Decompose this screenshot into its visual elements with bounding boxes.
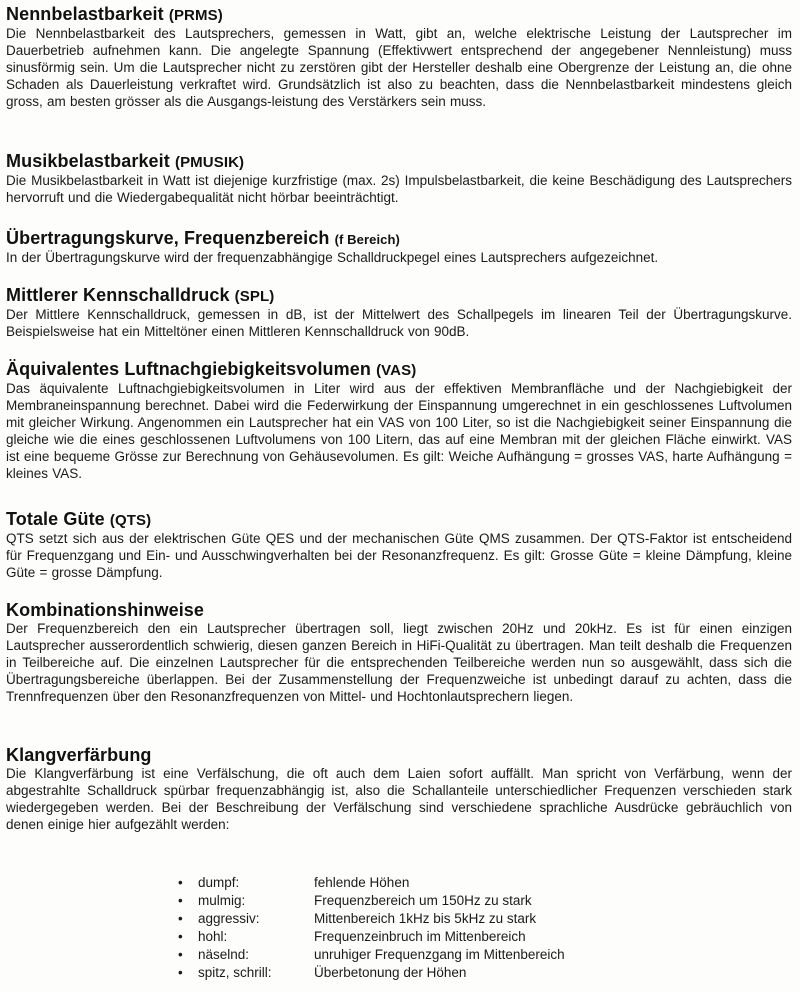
bullet-icon: •: [178, 893, 183, 908]
section-heading: Mittlerer Kennschalldruck (SPL): [6, 285, 275, 305]
list-description: unruhiger Frequenzgang im Mittenbereich: [314, 947, 565, 962]
list-term: dumpf:: [198, 875, 240, 890]
list-item: [178, 874, 678, 892]
section-paragraph: In der Übertragungskurve wird der frequenzabhängige Schalldruckpegel eines Lautsprechers aufgezeichnet.: [6, 250, 659, 265]
list-item: [178, 928, 678, 946]
list-term: mulmig:: [198, 893, 246, 908]
section-luftnachgiebigkeitsvolumen: [6, 360, 792, 482]
section-klangverfaerbung: [6, 746, 792, 833]
section-heading: Totale Güte (QTS): [6, 509, 152, 529]
section-heading: Musikbelastbarkeit (PMUSIK): [6, 151, 245, 171]
section-paragraph: QTS setzt sich aus der elektrischen Güte QES und der mechanischen Güte QMS zusammen. Der QTS-Faktor ist entscheidend für Frequenzgang und Ein- und Ausschwingverhalten bei der Resonanzfrequenz. Es gilt: Grosse Güte = kleine Dämpfung, kleine Güte = grosse Dämpfung.: [6, 531, 792, 580]
list-description: Frequenzbereich um 150Hz zu stark: [314, 893, 532, 908]
section-paragraph: Die Klangverfärbung ist eine Verfälschung, die oft auch dem Laien sofort auffällt. Man spricht von Verfärbung, wenn der abgestrahlte Schalldruck spürbar frequenzabhängig ist, also die Schallanteile unterschiedlicher Frequenzen verschieden stark wiedergegeben werden. Bei der Beschreibung der Verfälschung sind verschiedene sprachliche Ausdrücke gebräuchlich von denen einige hier aufgezählt werden:: [6, 766, 792, 832]
list-item: [178, 892, 678, 910]
klangverfaerbung-list: [178, 874, 678, 982]
list-item: [178, 964, 678, 982]
section-totale-guete: [6, 510, 792, 581]
section-musikbelastbarkeit: [6, 152, 792, 206]
section-heading: Kombinationshinweise: [6, 600, 205, 620]
bullet-icon: •: [178, 911, 183, 926]
bullet-icon: •: [178, 929, 183, 944]
bullet-icon: •: [178, 875, 183, 890]
bullet-icon: •: [178, 947, 183, 962]
list-term: näselnd:: [198, 947, 250, 962]
list-term: spitz, schrill:: [198, 965, 272, 980]
list-description: Mittenbereich 1kHz bis 5kHz zu stark: [314, 911, 537, 926]
list-item: [178, 910, 678, 928]
list-description: Überbetonung der Höhen: [314, 965, 467, 980]
section-kennschalldruck: [6, 286, 792, 340]
list-item: [178, 946, 678, 964]
section-nennbelastbarkeit: [6, 5, 792, 110]
list-description: fehlende Höhen: [314, 875, 410, 890]
section-uebertragungskurve: [6, 229, 792, 266]
section-paragraph: Der Mittlere Kennschalldruck, gemessen in dB, ist der Mittelwert des Schallpegels im linearen Teil der Übertragungskurve. Beispielsweise hat ein Mitteltöner einen Mittleren Kennschalldruck von 90dB.: [6, 307, 792, 339]
section-paragraph: Die Nennbelastbarkeit des Lautsprechers, gemessen in Watt, gibt an, welche elektrische Leistung der Lautsprecher im Dauerbetrieb aufnehmen kann. Die angelegte Spannung (Effektivwert entsprechend der angegebener Nennleistung) muss sinusförmig sein. Um die Lautsprecher nicht zu zerstören gibt der Hersteller deshalb eine Obergrenze der Leistung an, die ohne Schaden als Dauerleistung verkraftet wird. Grundsätzlich ist also zu beachten, dass die Nennbelastbarkeit mindestens gleich gross, am besten grösser als die Ausgangs-leistung des Verstärkers sein muss.: [6, 26, 792, 109]
section-paragraph: Das äquivalente Luftnachgiebigkeitsvolumen in Liter wird aus der effektiven Membranfläche und der Nachgiebigkeit der Membraneinspannung berechnet. Dabei wird die Federwirkung der Einspannung umgerechnet in ein geschlossenes Luftvolumen mit gleicher Wirkung. Angenommen ein Lautsprecher hat ein VAS von 100 Liter, so ist die Nachgiebigkeit seiner Einspannung die gleiche wie die eines geschlossenen Luftvolumens von 100 Litern, das auf eine Membran mit der gleichen Fläche einwirkt. VAS ist eine bequeme Grösse zur Berechnung von Gehäusevolumen. Es gilt: Weiche Aufhängung = grosses VAS, harte Aufhängung = kleines VAS.: [6, 381, 792, 481]
section-paragraph: Die Musikbelastbarkeit in Watt ist diejenige kurzfristige (max. 2s) Impulsbelastbarkeit, die keine Beschädigung des Lautsprechers hervorruft und die Wiedergabequalität nicht hörbar beeinträchtigt.: [6, 173, 792, 205]
section-heading: Nennbelastbarkeit (PRMS): [6, 4, 223, 24]
section-paragraph: Der Frequenzbereich den ein Lautsprecher übertragen soll, liegt zwischen 20Hz und 20kHz. Es ist für einen einzigen Lautsprecher ausserordentlich schwierig, diesen ganzen Bereich in HiFi-Qualität zu übertragen. Man teilt deshalb die Frequenzen in Teilbereiche auf. Die einzelnen Lautsprecher für die entsprechenden Teilbereiche werden nun so ausgewählt, dass sich die Übertragungsbereiche überlappen. Bei der Zusammenstellung der Frequenzweiche ist unbedingt darauf zu achten, dass die Trennfrequenzen über den Resonanzfrequenzen von Mittel- und Hochtonlautsprechern liegen.: [6, 621, 792, 704]
list-description: Frequenzeinbruch im Mittenbereich: [314, 929, 526, 944]
section-heading: Klangverfärbung: [6, 745, 152, 765]
list-term: hohl:: [198, 929, 228, 944]
bullet-icon: •: [178, 965, 183, 980]
section-heading: Übertragungskurve, Frequenzbereich (f Bereich): [6, 228, 400, 248]
list-term: aggressiv:: [198, 911, 260, 926]
section-heading: Äquivalentes Luftnachgiebigkeitsvolumen (VAS): [6, 359, 417, 379]
section-kombinationshinweise: [6, 601, 792, 705]
